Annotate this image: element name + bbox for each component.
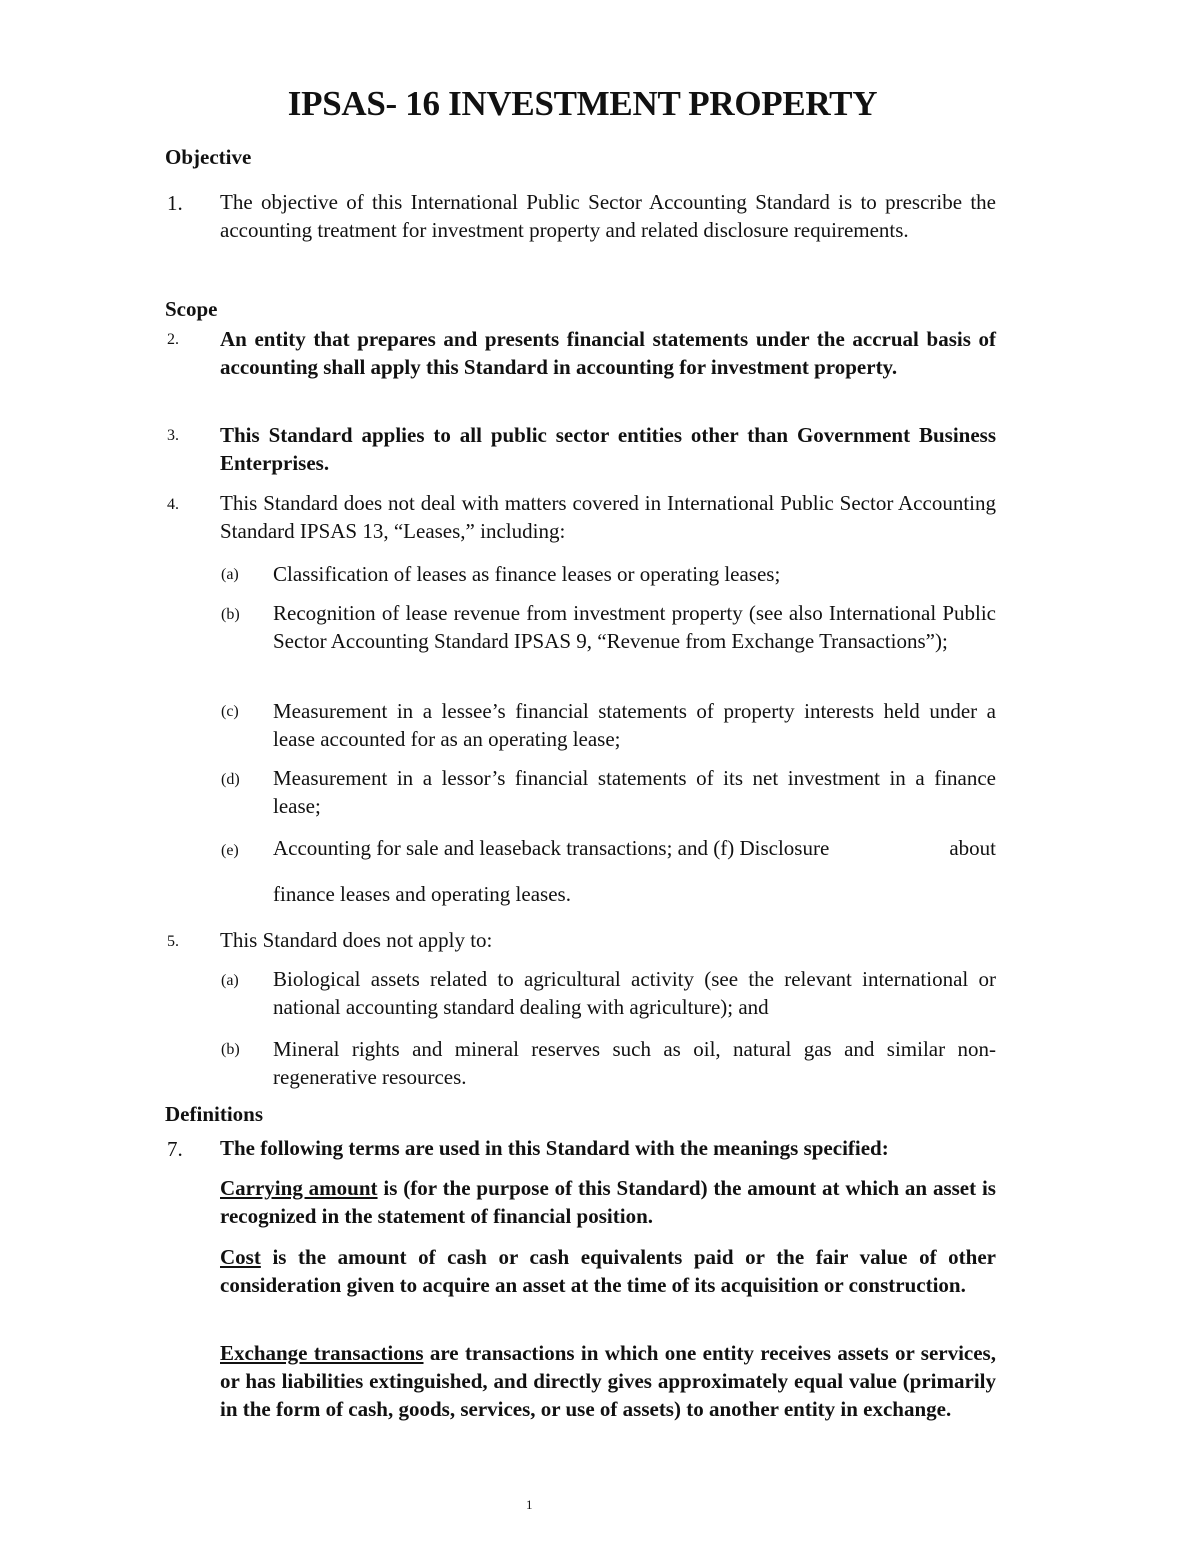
paragraph-7: The following terms are used in this Standard with the meanings specified: bbox=[220, 1136, 889, 1160]
paragraph-number: 1. bbox=[167, 191, 183, 215]
section-heading-definitions: Definitions bbox=[165, 1102, 264, 1126]
list-item: Measurement in a lessee’s financial statements of property interests held under a lease accounted for as an operating lease; bbox=[273, 699, 996, 751]
paragraph-number: 5. bbox=[167, 933, 179, 950]
paragraph-number: 7. bbox=[167, 1137, 183, 1161]
list-item-label: (c) bbox=[221, 703, 239, 720]
list-item-label: (a) bbox=[221, 972, 239, 989]
list-item bbox=[273, 836, 996, 861]
list-item-label: (b) bbox=[221, 606, 240, 623]
definition-exchange-transactions bbox=[220, 1339, 996, 1423]
definition-text: is (for the purpose of this Standard) the amount at which an asset is recognized in the statement of financial position. bbox=[220, 1176, 996, 1228]
section-heading-scope: Scope bbox=[165, 297, 218, 321]
paragraph-number: 2. bbox=[167, 331, 179, 348]
paragraph-number: 3. bbox=[167, 427, 179, 444]
paragraph-2: An entity that prepares and presents financial statements under the accrual basis of accounting shall apply this Standard in accounting for investment property. bbox=[220, 327, 996, 379]
definition-term: Carrying amount bbox=[220, 1176, 378, 1200]
paragraph-1: The objective of this International Public Sector Accounting Standard is to prescribe the accounting treatment for investment property and related disclosure requirements. bbox=[220, 190, 996, 242]
list-item: Recognition of lease revenue from investment property (see also International Public Sector Accounting Standard IPSAS 9, “Revenue from Exchange Transactions”); bbox=[273, 601, 996, 653]
page-number: 1 bbox=[526, 1497, 533, 1512]
definition-cost bbox=[220, 1243, 996, 1299]
list-item-label: (d) bbox=[221, 771, 240, 788]
list-item-label: (a) bbox=[221, 566, 239, 583]
paragraph-5: This Standard does not apply to: bbox=[220, 928, 493, 952]
list-item: Measurement in a lessor’s financial statements of its net investment in a finance lease; bbox=[273, 766, 996, 818]
paragraph-number: 4. bbox=[167, 496, 179, 513]
section-heading-objective: Objective bbox=[165, 145, 252, 169]
list-item: Mineral rights and mineral reserves such as oil, natural gas and similar non-regenerative resources. bbox=[273, 1037, 996, 1089]
list-item-continuation: finance leases and operating leases. bbox=[273, 882, 571, 906]
paragraph-3: This Standard applies to all public sector entities other than Government Business Enterprises. bbox=[220, 423, 996, 475]
definition-term: Exchange transactions bbox=[220, 1341, 424, 1365]
definition-term: Cost bbox=[220, 1245, 261, 1269]
list-item-label: (e) bbox=[221, 842, 239, 859]
page-title: IPSAS- 16 INVESTMENT PROPERTY bbox=[287, 84, 878, 123]
paragraph-4: This Standard does not deal with matters covered in International Public Sector Accounting Standard IPSAS 13, “Leases,” including: bbox=[220, 491, 996, 543]
definition-text: is the amount of cash or cash equivalents paid or the fair value of other consideration given to acquire an asset at the time of its acquisition or construction. bbox=[220, 1245, 996, 1297]
list-item: Biological assets related to agricultural activity (see the relevant international or national accounting standard dealing with agriculture); and bbox=[273, 967, 996, 1019]
list-item-label: (b) bbox=[221, 1041, 240, 1058]
list-item-text: Accounting for sale and leaseback transactions; and (f) Disclosure bbox=[273, 836, 830, 860]
definition-carrying-amount bbox=[220, 1174, 996, 1230]
list-item: Classification of leases as finance leases or operating leases; bbox=[273, 562, 781, 586]
definition-text: are transactions in which one entity receives assets or services, or has liabilities extinguished, and directly gives approximately equal value (primarily in the form of cash, goods, services, or use of assets) to another entity in exchange. bbox=[220, 1341, 996, 1421]
list-item-text: about bbox=[949, 836, 996, 860]
